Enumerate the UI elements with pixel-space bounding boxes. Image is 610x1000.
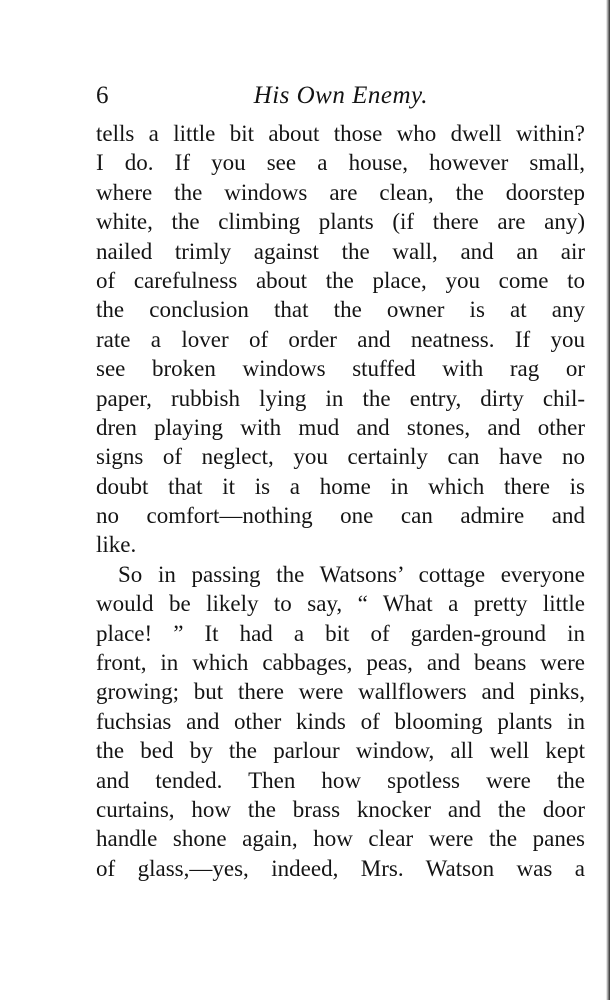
text-line: see broken windows stuffed with rag or [96, 356, 585, 382]
text-line: the conclusion that the owner is at any [96, 297, 585, 323]
text-line: front, in which cabbages, peas, and beans were [96, 650, 585, 676]
text-line: curtains, how the brass knocker and the door [96, 796, 585, 822]
text-line: white, the climbing plants (if there are any) [96, 209, 585, 235]
text-line: signs of neglect, you certainly can have no [96, 444, 585, 470]
running-head [96, 78, 428, 114]
text-line: where the windows are clean, the doorstep [96, 179, 585, 205]
text-line: of carefulness about the place, you come to [96, 267, 585, 293]
text-line: handle shone again, how clear were the panes [96, 826, 585, 852]
text-line: of glass,—yes, indeed, Mrs. Watson was a [96, 855, 585, 881]
running-title: His Own Enemy. [253, 82, 428, 109]
text-line: place! ” It had a bit of garden-ground in [96, 620, 585, 646]
text-line: tells a little bit about those who dwell within? [96, 121, 585, 146]
page-number: 6 [96, 82, 109, 109]
text-line: and tended. Then how spotless were the [96, 767, 585, 793]
text-line: doubt that it is a home in which there is [96, 473, 585, 499]
body-text [96, 119, 585, 883]
text-line: I do. If you see a house, however small, [96, 150, 585, 176]
text-line: fuchsias and other kinds of blooming plants in [96, 708, 585, 734]
text-line: So in passing the Watsons’ cottage everyone [118, 561, 585, 587]
text-line: the bed by the parlour window, all well kept [96, 738, 585, 764]
text-line: like. [96, 532, 137, 558]
text-line: growing; but there were wallflowers and pinks, [96, 679, 585, 705]
text-line: rate a lover of order and neatness. If you [96, 326, 585, 352]
text-line: nailed trimly against the wall, and an air [96, 238, 585, 264]
page-edge-shadow [606, 0, 610, 1000]
text-line: would be likely to say, “ What a pretty little [96, 591, 585, 617]
text-line: no comfort—nothing one can admire and [96, 503, 585, 529]
text-line: paper, rubbish lying in the entry, dirty chil- [96, 385, 585, 411]
text-line: dren playing with mud and stones, and other [96, 414, 585, 440]
